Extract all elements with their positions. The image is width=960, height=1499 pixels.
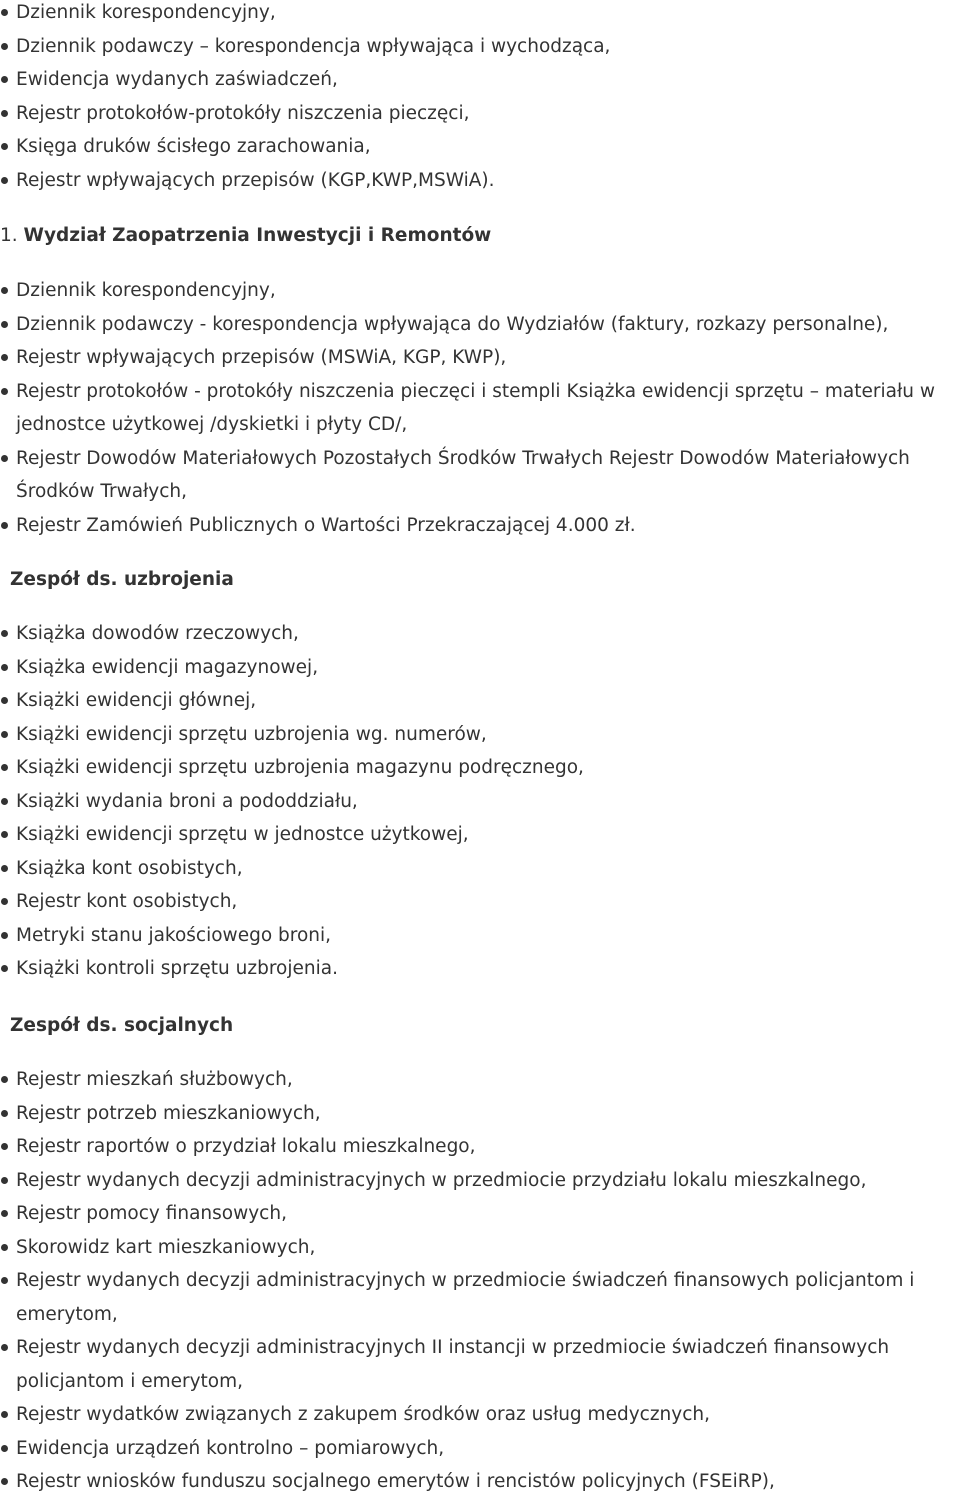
list-item: Rejestr pomocy finansowych, [0, 1197, 960, 1231]
list-item: Rejestr kont osobistych, [0, 885, 584, 919]
list-item: Rejestr wpływających przepisów (MSWiA, KGP, KWP), [0, 341, 960, 375]
list-item: Skorowidz kart mieszkaniowych, [0, 1231, 960, 1265]
section-number: 1. [0, 225, 18, 246]
list-item: Ewidencja urządzeń kontrolno – pomiarowych, [0, 1432, 960, 1466]
list-item: Książki ewidencji głównej, [0, 684, 584, 718]
list-item: Rejestr wpływających przepisów (KGP,KWP,MSWiA). [0, 164, 610, 198]
socjalne-register-list [0, 1063, 960, 1499]
list-item: Rejestr wydanych decyzji administracyjnych w przedmiocie przydziału lokalu mieszkalnego, [0, 1164, 960, 1198]
list-item: Rejestr wniosków funduszu socjalnego emerytów i rencistów policyjnych (FSEiRP), [0, 1465, 960, 1499]
list-item: Książki ewidencji sprzętu w jednostce użytkowej, [0, 818, 584, 852]
list-item: Rejestr Zamówień Publicznych o Wartości Przekraczającej 4.000 zł. [0, 509, 960, 543]
uzbrojenie-register-list [0, 617, 584, 986]
list-item: Rejestr mieszkań służbowych, [0, 1063, 960, 1097]
list-item: Ewidencja wydanych zaświadczeń, [0, 63, 610, 97]
list-item: Książka kont osobistych, [0, 852, 584, 886]
list-item: Rejestr protokołów-protokóły niszczenia pieczęci, [0, 97, 610, 131]
list-item: Rejestr wydanych decyzji administracyjnych w przedmiocie świadczeń finansowych policjantom i emerytom, [0, 1264, 960, 1331]
list-item: Książka dowodów rzeczowych, [0, 617, 584, 651]
list-item: Rejestr wydatków związanych z zakupem środków oraz usług medycznych, [0, 1398, 960, 1432]
intro-register-list [0, 0, 610, 197]
list-item: Księga druków ścisłego zarachowania, [0, 130, 610, 164]
list-item: Rejestr potrzeb mieszkaniowych, [0, 1097, 960, 1131]
list-item: Książki ewidencji sprzętu uzbrojenia wg. numerów, [0, 718, 584, 752]
list-item: Książka ewidencji magazynowej, [0, 651, 584, 685]
list-item: Książki wydania broni a pododdziału, [0, 785, 584, 819]
list-item: Rejestr raportów o przydział lokalu mieszkalnego, [0, 1130, 960, 1164]
list-item: Rejestr Dowodów Materiałowych Pozostałych Środków Trwałych Rejestr Dowodów Materiałowych Środków Trwałych, [0, 442, 960, 509]
section-title: Wydział Zaopatrzenia Inwestycji i Remontów [23, 225, 492, 246]
list-item: Dziennik podawczy - korespondencja wpływająca do Wydziałów (faktury, rozkazy personalne), [0, 308, 960, 342]
list-item: Rejestr wydanych decyzji administracyjnych II instancji w przedmiocie świadczeń finansowych policjantom i emerytom, [0, 1331, 960, 1398]
list-item: Metryki stanu jakościowego broni, [0, 919, 584, 953]
section-heading-uzbrojenie: Zespół ds. uzbrojenia [10, 569, 234, 590]
wydzial-zaopatrzenia-register-list [0, 274, 960, 542]
section-heading-socjalne: Zespół ds. socjalnych [10, 1015, 234, 1036]
list-item: Dziennik podawczy – korespondencja wpływająca i wychodząca, [0, 30, 610, 64]
list-item: Dziennik korespondencyjny, [0, 274, 960, 308]
list-item: Książki ewidencji sprzętu uzbrojenia magazynu podręcznego, [0, 751, 584, 785]
section-heading-wydzial-zaopatrzenia [0, 219, 491, 252]
list-item: Dziennik korespondencyjny, [0, 0, 610, 30]
list-item: Rejestr protokołów - protokóły niszczenia pieczęci i stempli Książka ewidencji sprzętu – materiału w jednostce użytkowej /dyskietki i płyty CD/, [0, 375, 960, 442]
list-item: Książki kontroli sprzętu uzbrojenia. [0, 952, 584, 986]
